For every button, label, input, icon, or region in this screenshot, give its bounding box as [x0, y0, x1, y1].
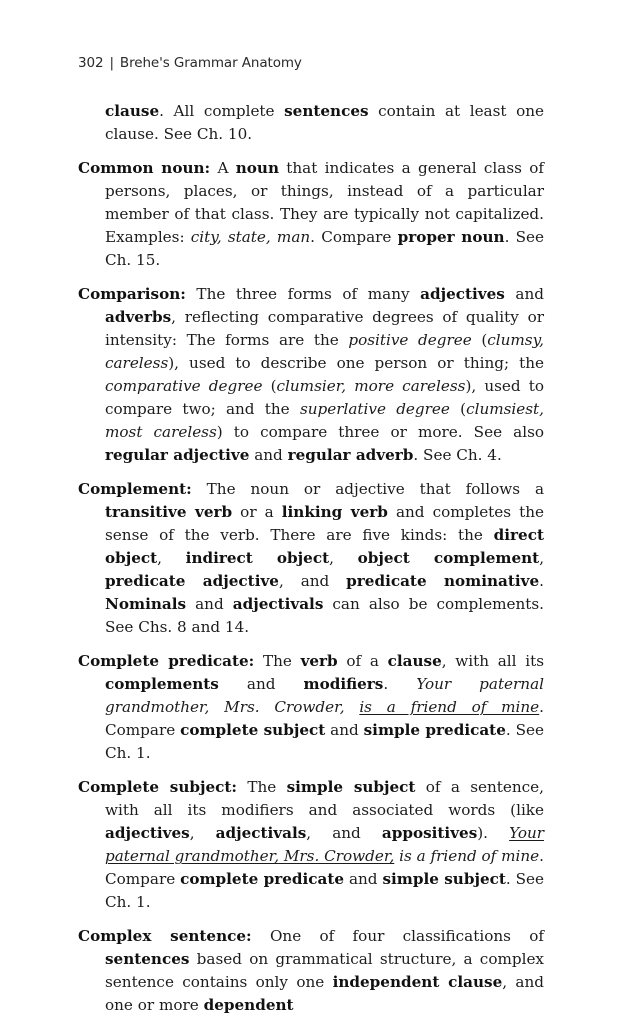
definition-text: The — [254, 652, 301, 670]
glossary-content — [78, 100, 544, 1028]
example-text: comparative degree — [105, 377, 263, 395]
entry-term: Complex sentence: — [78, 927, 252, 945]
cross-reference-term: adjectives — [420, 285, 505, 303]
definition-text: The — [237, 778, 287, 796]
cross-reference-term: predicate nominative — [346, 572, 540, 590]
definition-text: , and one or more — [105, 973, 544, 1014]
book-title: Brehe's Grammar Anatomy — [119, 55, 302, 71]
example-text: clumsier, more careless — [276, 377, 466, 395]
header-separator: | — [109, 55, 114, 71]
example-text: superlative degree — [299, 400, 450, 418]
definition-text: or a — [232, 503, 282, 521]
definition-text: , and — [278, 572, 347, 590]
cross-reference-term: transitive verb — [105, 503, 233, 521]
definition-text: contain at least one clause. See Ch. 10. — [105, 102, 545, 143]
cross-reference-term: clause — [105, 102, 160, 120]
page-number: 302 — [78, 55, 104, 71]
definition-text: ). — [477, 824, 510, 842]
definition-text: . All complete — [159, 102, 285, 120]
cross-reference-term: object complement — [357, 549, 540, 567]
cross-reference-term: simple predicate — [363, 721, 506, 739]
entry-term: Comparison: — [78, 285, 186, 303]
definition-text: The three forms of many — [185, 285, 421, 303]
cross-reference-term: sentences — [105, 950, 190, 968]
cross-reference-term: complements — [105, 675, 219, 693]
definition-text: that indicates a general class of persons, places, or things, instead of a particular member of that class. They are typically not capitalized. Examples: — [105, 159, 544, 246]
glossary-entry — [78, 776, 544, 914]
definition-text: , — [157, 549, 186, 567]
cross-reference-term: complete subject — [180, 721, 326, 739]
cross-reference-term: adverbs — [105, 308, 172, 326]
definition-text: . See Ch. 1. — [105, 870, 544, 911]
example-text: is a friend of mine — [394, 847, 540, 865]
cross-reference-term: regular adverb — [287, 446, 414, 464]
definition-text: . Compare — [105, 847, 544, 888]
cross-reference-term: simple subject — [286, 778, 416, 796]
entry-term: Complete subject: — [78, 778, 238, 796]
definition-text: and — [325, 721, 364, 739]
definition-text: One of four classifications of — [251, 927, 544, 945]
definition-text: , with all its — [441, 652, 544, 670]
definition-text: can also be complements. See Chs. 8 and 14. — [105, 595, 544, 636]
definition-text: of a sentence, with all its modifiers and associated words (like — [105, 778, 544, 819]
cross-reference-term: simple subject — [382, 870, 506, 888]
definition-text: ( — [471, 331, 488, 349]
definition-text: , — [329, 549, 358, 567]
definition-text: A — [210, 159, 236, 177]
cross-reference-term: dependent — [203, 996, 294, 1014]
definition-text: and — [249, 446, 288, 464]
definition-text: and — [186, 595, 233, 613]
glossary-entry — [78, 157, 544, 272]
cross-reference-term: regular adjective — [105, 446, 250, 464]
definition-text: ( — [449, 400, 467, 418]
definition-text: ) to compare three or more. See also — [216, 423, 545, 441]
definition-text: The noun or adjective that follows a — [191, 480, 544, 498]
cross-reference-term: direct object — [105, 526, 544, 567]
cross-reference-term: indirect object — [185, 549, 330, 567]
definition-text: and — [344, 870, 383, 888]
cross-reference-term: clause — [387, 652, 442, 670]
cross-reference-term: adjectivals — [215, 824, 307, 842]
definition-text: and — [218, 675, 304, 693]
entry-term: Complement: — [78, 480, 192, 498]
glossary-entry — [78, 100, 544, 146]
glossary-entry — [78, 650, 544, 765]
definition-text: . — [539, 572, 544, 590]
definition-text: and completes the sense of the verb. There are five kinds: the — [105, 503, 544, 544]
cross-reference-term: appositives — [381, 824, 478, 842]
underlined-example: is a friend of mine — [359, 698, 540, 716]
cross-reference-term: sentences — [284, 102, 369, 120]
example-text: positive degree — [348, 331, 472, 349]
definition-text: . See Ch. 1. — [105, 721, 544, 762]
entry-term: Complete predicate: — [78, 652, 255, 670]
definition-text: ), used to describe one person or thing; the — [168, 354, 544, 372]
entry-term: Common noun: — [78, 159, 211, 177]
definition-text: , reflecting comparative degrees of quality or intensity: The forms are the — [105, 308, 544, 349]
cross-reference-term: complete predicate — [180, 870, 345, 888]
definition-text: . See Ch. 15. — [105, 228, 544, 269]
definition-text: . Compare — [105, 698, 544, 739]
definition-text: based on grammatical structure, a complex sentence contains only one — [105, 950, 544, 991]
definition-text: of a — [337, 652, 388, 670]
glossary-entry — [78, 283, 544, 467]
running-header — [78, 55, 302, 71]
definition-text: . — [383, 675, 417, 693]
cross-reference-term: noun — [235, 159, 279, 177]
cross-reference-term: predicate adjective — [105, 572, 279, 590]
definition-text: ( — [262, 377, 277, 395]
definition-text: , — [539, 549, 545, 567]
example-text: clumsy, careless — [105, 331, 544, 372]
example-text: Your paternal grandmother, Mrs. Crowder, — [105, 675, 544, 716]
example-text: clumsiest, most careless — [105, 400, 544, 441]
definition-text: , — [189, 824, 216, 842]
cross-reference-term: linking verb — [281, 503, 388, 521]
glossary-entry — [78, 925, 544, 1017]
cross-reference-term: proper noun — [397, 228, 505, 246]
cross-reference-term: Nominals — [105, 595, 187, 613]
definition-text: . Compare — [310, 228, 398, 246]
cross-reference-term: modifiers — [303, 675, 384, 693]
underlined-example: Your paternal grandmother, Mrs. Crowder, — [105, 824, 544, 865]
cross-reference-term: independent clause — [332, 973, 503, 991]
definition-text: , and — [306, 824, 382, 842]
definition-text: . See Ch. 4. — [413, 446, 502, 464]
cross-reference-term: adjectives — [105, 824, 190, 842]
example-text: city, state, man — [190, 228, 311, 246]
definition-text: and — [504, 285, 544, 303]
definition-text: ), used to compare two; and the — [105, 377, 544, 418]
cross-reference-term: adjectivals — [232, 595, 324, 613]
cross-reference-term: verb — [300, 652, 338, 670]
glossary-entry — [78, 478, 544, 639]
